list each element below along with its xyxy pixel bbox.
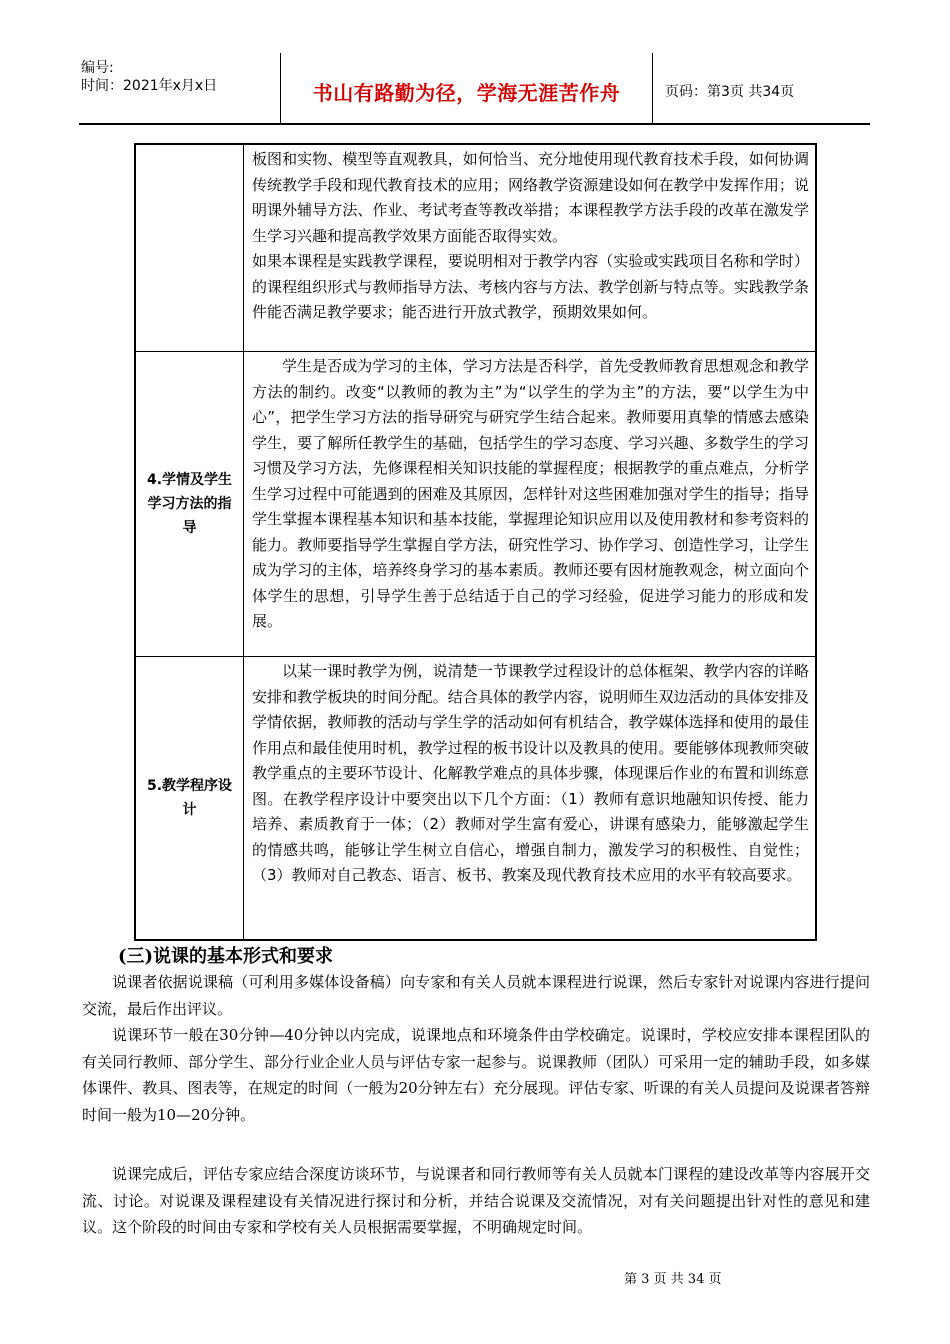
row-paragraph: 学生是否成为学习的主体，学习方法是否科学，首先受教师教育思想观念和教学方法的制约。改变“以教师的教为主”为“以学生的学为主”的方法，要“以学生为中心”，把学生学习方法的指导研究与研究学生结合起来。教师要用真挚的情感去感染学生，要了解所任教学生的基础，包括学生的学习态度、学习兴趣、多数学生的学习习惯及学习方法，先修课程相关知识技能的掌握程度；根据教学的重点难点，分析学生学习过程中可能遇到的困难及其原因，怎样针对这些困难加强对学生的指导；指导学生掌握本课程基本知识和基本技能，掌握理论知识应用以及使用教材和参考资料的能力。教师要指导学生掌握自学方法，研究性学习、协作学习、创造性学习，让学生成为学习的主体，培养终身学习的基本素质。教师还要有因材施教观念，树立面向个体学生的思想，引导学生善于总结适于自己的学习经验，促进学习能力的形成和发展。 [252, 357, 809, 630]
document-time-label: 时间：2021年x月x日 [81, 78, 218, 94]
row-paragraph: 板图和实物、模型等直观教具，如何恰当、充分地使用现代教育技术手段，如何协调传统教学手段和现代教育技术的应用；网络教学资源建设如何在教学中发挥作用；说明课外辅导方法、作业、考试考查等教改举措；本课程教学方法手段的改革在激发学生学习兴趣和提高教学效果方面能否取得实效。 [252, 150, 809, 245]
table-row [136, 656, 815, 939]
row-label [136, 145, 244, 351]
header-motto-box [280, 53, 653, 123]
body-paragraph: 说课者依据说课稿（可利用多媒体设备稿）向专家和有关人员就本课程进行说课，然后专家针对说课内容进行提问交流，最后作出评议。 [82, 973, 870, 1018]
row-label: 4.学情及学生学习方法的指导 [136, 352, 244, 656]
header-motto: 书山有路勤为径，学海无涯苦作舟 [312, 81, 621, 105]
header-meta [81, 59, 281, 95]
page-footer: 第 3 页 共 34 页 [624, 1272, 722, 1287]
table-row [136, 145, 815, 351]
document-number-label: 编号: [81, 60, 114, 76]
row-paragraph: 以某一课时教学为例，说清楚一节课教学过程设计的总体框架、教学内容的详略安排和教学板块的时间分配。结合具体的教学内容，说明师生双边活动的具体安排及学情依据，教师教的活动与学生学的活动如何有机结合，教学媒体选择和使用的最佳作用点和最佳使用时机，教学过程的板书设计以及教具的使用。要能够体现教师突破教学重点的主要环节设计、化解教学难点的具体步骤，体现课后作业的布置和训练意图。在教学程序设计中要突出以下几个方面：（1）教师有意识地融知识传授、能力培养、素质教育于一体；（2）教师对学生富有爱心，讲课有感染力，能够激起学生的情感共鸣，能够让学生树立自信心，增强自制力，激发学习的积极性、自觉性；（3）教师对自己教态、语言、板书、教案及现代教育技术应用的水平有较高要求。 [252, 662, 809, 884]
row-content [244, 145, 815, 351]
page-header [79, 53, 870, 125]
section-title: (三)说课的基本形式和要求 [118, 946, 334, 967]
row-label: 5.教学程序设计 [136, 657, 244, 939]
content-table [134, 143, 817, 941]
row-content [244, 657, 815, 939]
body-paragraph: 说课完成后，评估专家应结合深度访谈环节，与说课者和同行教师等有关人员就本门课程的建设改革等内容展开交流、讨论。对说课及课程建设有关情况进行探讨和分析，并结合说课及交流情况，对有关问题提出针对性的意见和建议。这个阶段的时间由专家和学校有关人员根据需要掌握，不明确规定时间。 [82, 1165, 870, 1236]
header-page-info: 页码：第3页 共34页 [665, 84, 795, 100]
row-content [244, 352, 815, 656]
table-row [136, 351, 815, 656]
body-paragraph: 说课环节一般在30分钟—40分钟以内完成，说课地点和环境条件由学校确定。说课时，学校应安排本课程团队的有关同行教师、部分学生、部分行业企业人员与评估专家一起参与。说课教师（团队）可采用一定的辅助手段，如多媒体课件、教具、图表等，在规定的时间（一般为20分钟左右）充分展现。评估专家、听课的有关人员提问及说课者答辩时间一般为10—20分钟。 [82, 1026, 870, 1124]
row-paragraph: 如果本课程是实践教学课程，要说明相对于教学内容（实验或实践项目名称和学时）的课程组织形式与教师指导方法、考核内容与方法、教学创新与特点等。实践教学条件能否满足教学要求；能否进行开放式教学，预期效果如何。 [252, 252, 809, 321]
